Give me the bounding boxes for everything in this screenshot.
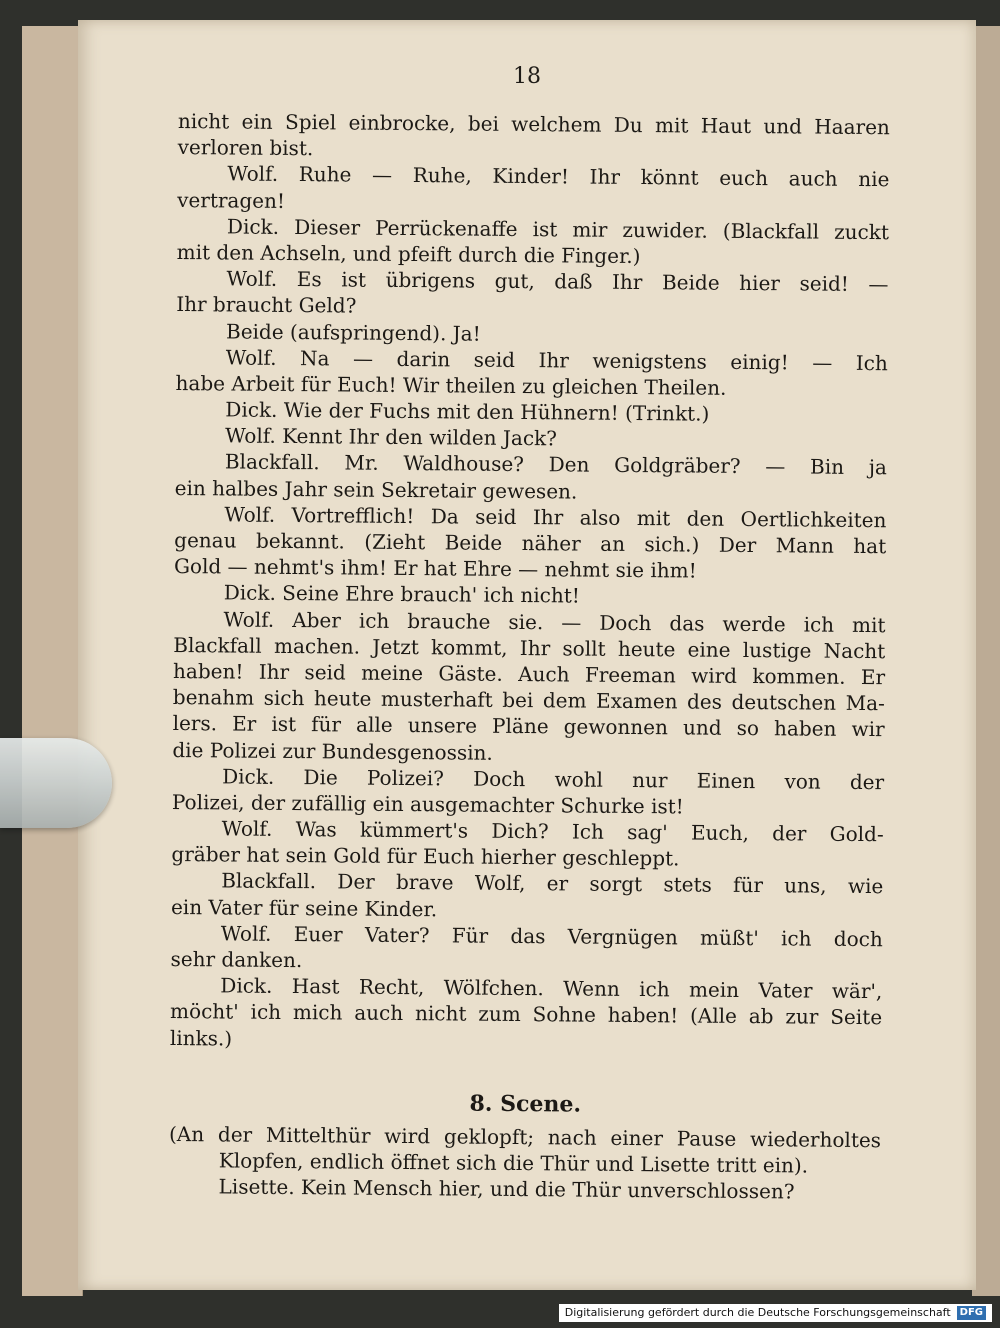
scene-direction-block [168, 1121, 881, 1206]
text-line: verloren bist. [177, 135, 314, 161]
text-line: haben! Ihr seid meine Gäste. Auch Freeman wird kommen. Er [172, 658, 886, 690]
text-line: ein halbes Jahr sein Sekretair gewesen. [174, 475, 578, 504]
text-line: Dick. Seine Ehre brauch' ich nicht! [223, 580, 580, 608]
scene-heading: 8. Scene. [469, 1090, 582, 1118]
text-line: Beide (aufspringend). Ja! [225, 318, 481, 346]
text-line: Dick. Dieser Perrückenaffe ist mir zuwider. (Blackfall zuckt [226, 214, 890, 244]
text-line: Gold — nehmt's ihm! Er hat Ehre — nehmt sie ihm! [173, 554, 697, 583]
text-line: die Polizei zur Bundesgenossin. [172, 737, 493, 765]
text-line: Wolf. Was kümmert's Dich? Ich sag' Euch, der Gold- [221, 816, 884, 847]
text-line: lers. Er ist für alle unsere Pläne gewonnen und so haben wir [172, 711, 885, 742]
text-line: möcht' ich mich auch nicht zum Sohne haben! (Alle ab zur Seite [170, 999, 883, 1030]
binding-board-left [22, 26, 83, 1296]
text-line: vertragen! [177, 187, 286, 213]
text-line: mit den Achseln, und pfeift durch die Finger.) [176, 239, 641, 268]
funding-footer [559, 1304, 992, 1322]
text-line: Wolf. Vortrefflich! Da seid Ihr also mit den Oertlichkeiten [224, 502, 887, 533]
text-line: habe Arbeit für Euch! Wir theilen zu gleichen Theilen. [175, 370, 727, 400]
text-line: Wolf. Kennt Ihr den wilden Jack? [225, 423, 558, 451]
text-line: Blackfall. Mr. Waldhouse? Den Goldgräber? — Bin ja [224, 449, 887, 480]
text-line: Blackfall. Der brave Wolf, er sorgt stets für uns, wie [221, 868, 884, 899]
text-line: Dick. Wie der Fuchs mit den Hühnern! (Trinkt.) [225, 397, 710, 426]
text-line: Blackfall machen. Jetzt kommt, Ihr sollt heute eine lustige Nacht [173, 632, 886, 663]
text-line: Dick. Die Polizei? Doch wohl nur Einen von der [222, 764, 885, 794]
text-line: links.) [169, 1025, 233, 1051]
text-line: benahm sich heute musterhaft bei dem Examen des deutschen Ma- [172, 685, 885, 716]
text-line: ein Vater für seine Kinder. [170, 894, 438, 921]
text-line: nicht ein Spiel einbrocke, bei welchem Du mit Haut und Haaren [177, 108, 890, 140]
page-text [168, 108, 889, 1205]
text-line: Ihr braucht Geld? [176, 292, 357, 318]
page-clip [0, 738, 112, 828]
text-line: Wolf. Es ist übrigens gut, daß Ihr Beide hier seid! — [226, 266, 889, 297]
text-line: Wolf. Na — darin seid Ihr wenigstens einig! — Ich [225, 345, 888, 375]
text-line: (An der Mittelthür wird geklopft; nach einer Pause wiederholtes [168, 1121, 882, 1152]
binding-board-right [972, 26, 1000, 1296]
text-line: gräber hat sein Gold für Euch hierher geschleppt. [171, 842, 680, 871]
dialogue-block [170, 108, 890, 1057]
text-line: Polizei, der zufällig ein ausgemachter Schurke ist! [171, 789, 684, 819]
text-line: Klopfen, endlich öffnet sich die Thür und Lisette tritt ein). [218, 1148, 809, 1178]
text-line: Dick. Hast Recht, Wölfchen. Wenn ich mein Vater wär', [220, 973, 883, 1004]
text-line: Lisette. Kein Mensch hier, und die Thür unverschlossen? [218, 1174, 795, 1204]
footer-text: Digitalisierung gefördert durch die Deutsche Forschungsgemeinschaft [564, 1306, 951, 1319]
text-line: sehr danken. [170, 946, 303, 973]
text-line: genau bekannt. (Zieht Beide näher an sich.) Der Mann hat [174, 527, 887, 559]
text-line: Wolf. Ruhe — Ruhe, Kinder! Ihr könnt euch auch nie [227, 161, 890, 192]
page-number: 18 [513, 64, 541, 89]
text-line: Wolf. Aber ich brauche sie. — Doch das werde ich mit [223, 606, 886, 637]
book-page [78, 20, 976, 1290]
dfg-logo: DFG [957, 1306, 986, 1320]
text-line: Wolf. Euer Vater? Für das Vergnügen müßt' ich doch [220, 921, 883, 951]
